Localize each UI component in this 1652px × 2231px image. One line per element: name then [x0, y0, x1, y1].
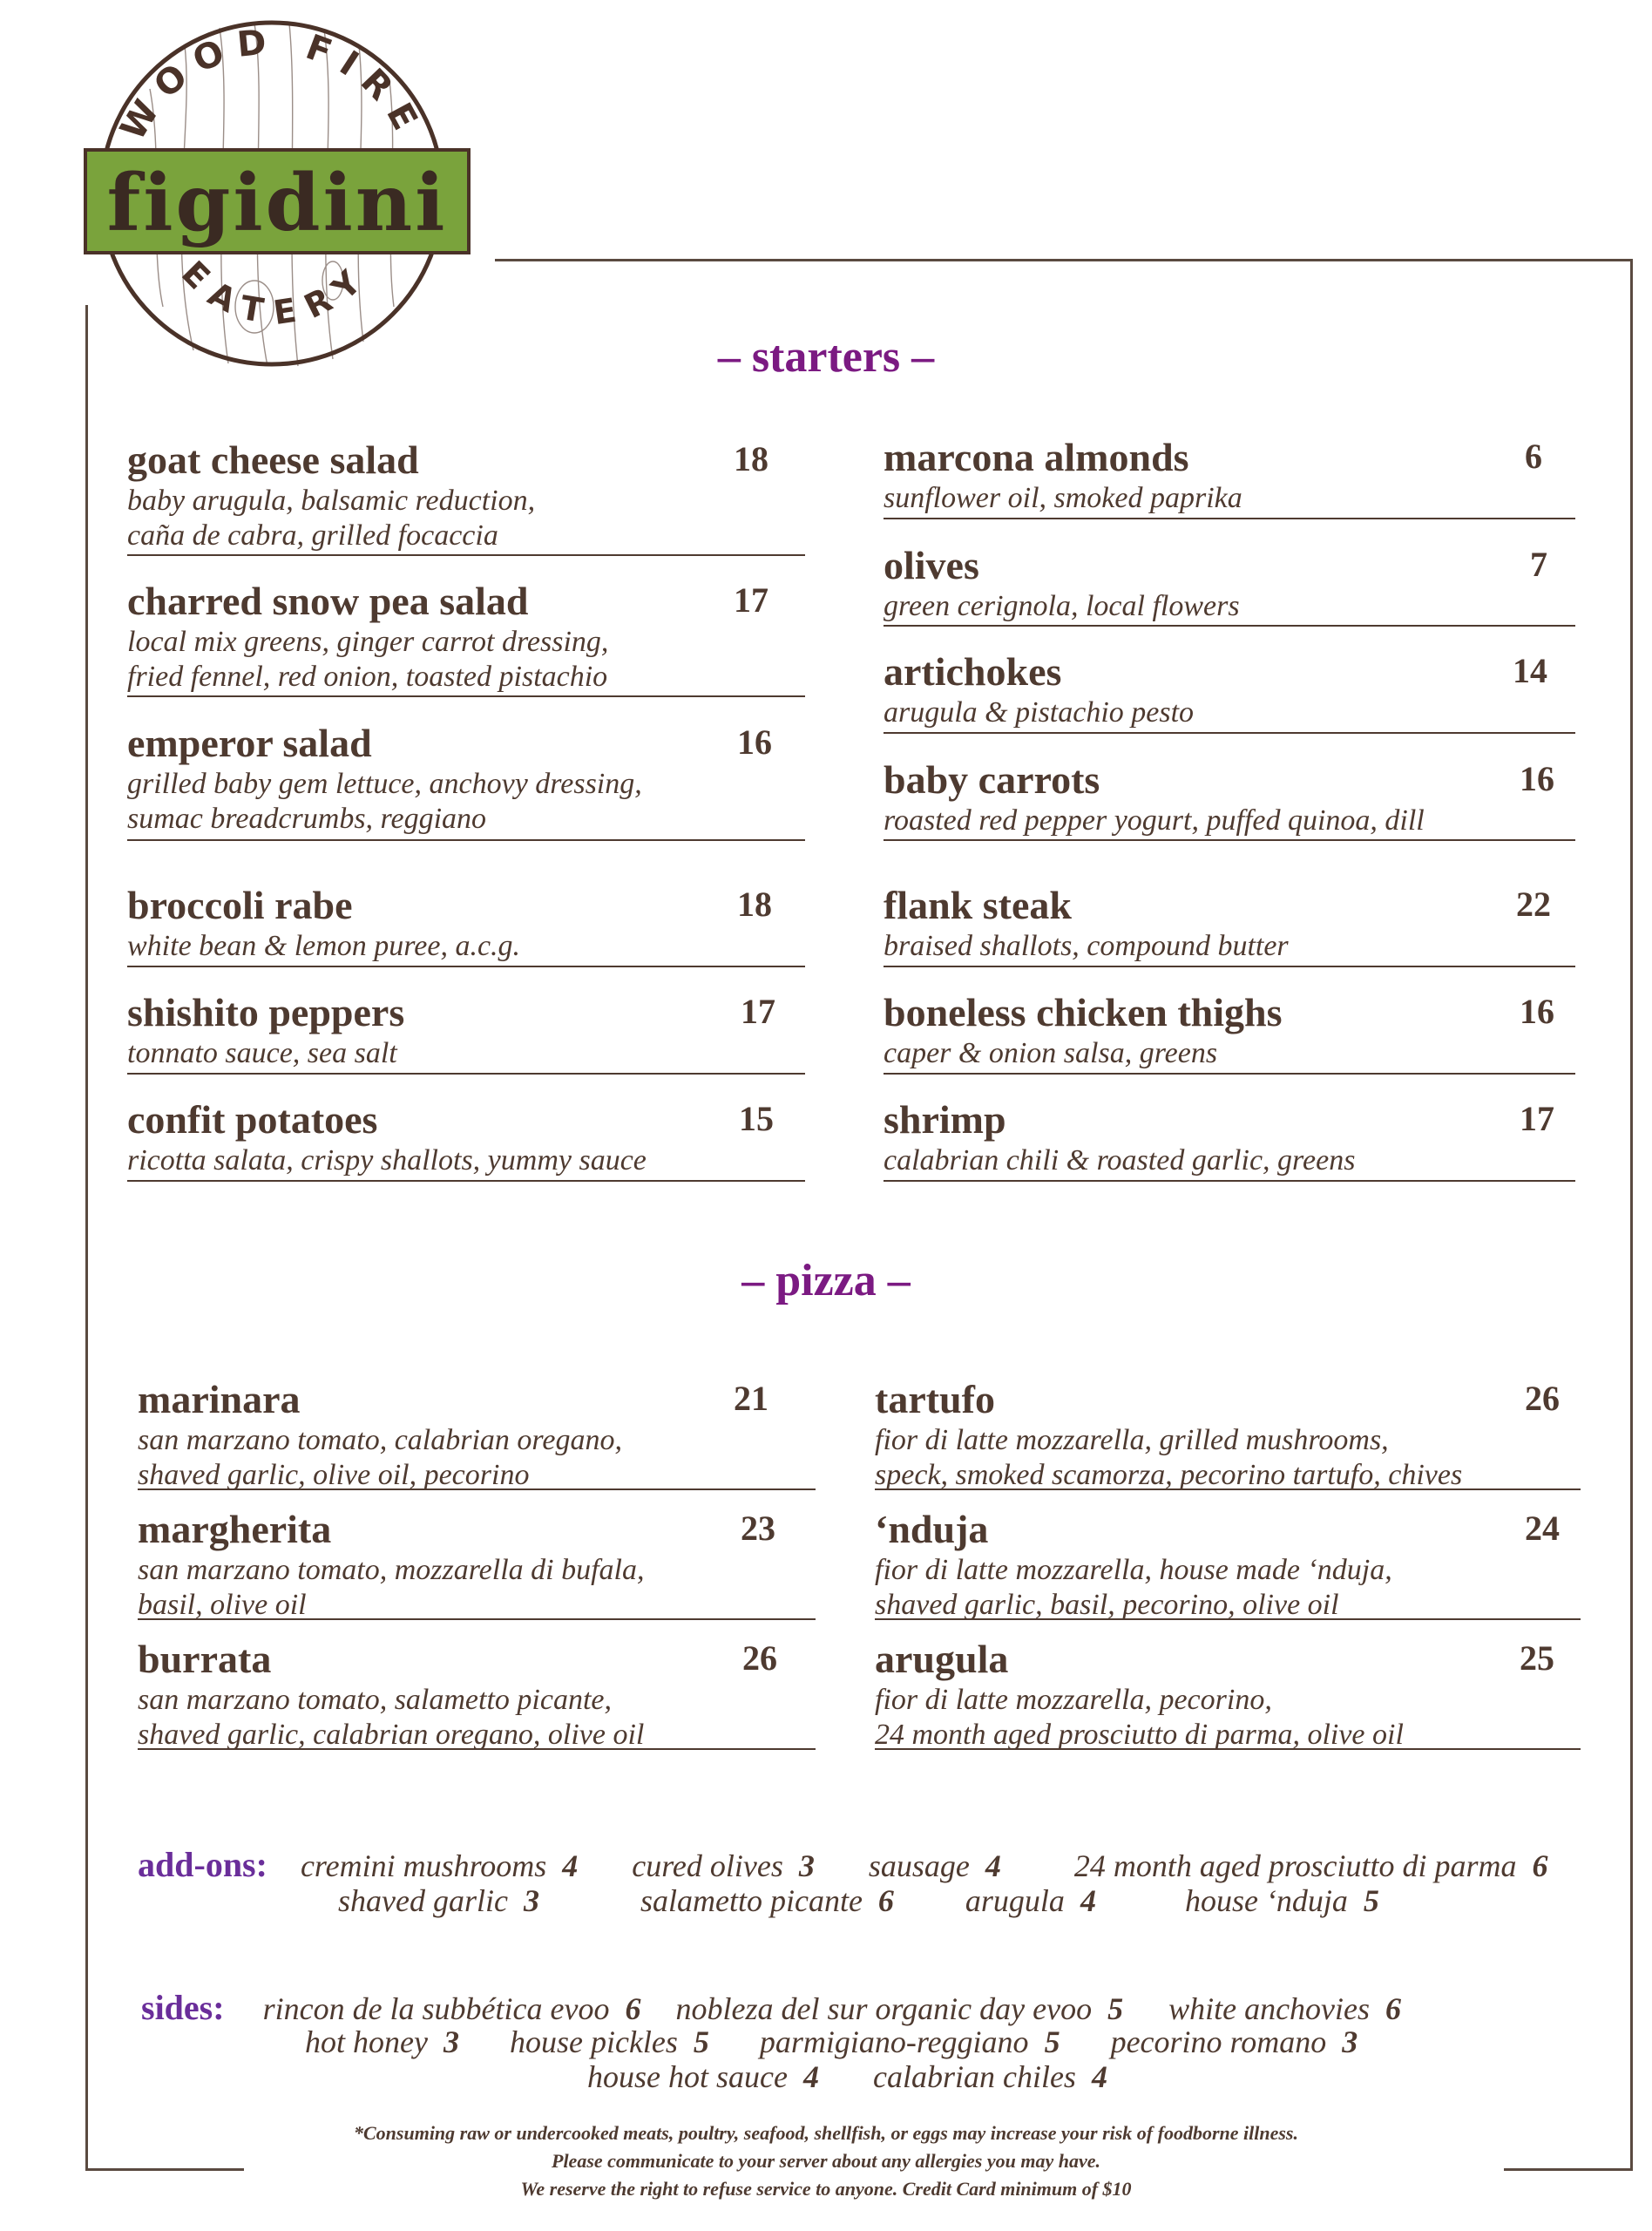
menu-item [884, 437, 1575, 549]
logo-name: figidini [106, 157, 448, 249]
side-item: pecorino romano [1110, 2024, 1327, 2059]
item-price: 24 [1525, 1509, 1560, 1548]
menu-item [875, 1639, 1581, 1751]
item-desc: calabrian chili & roasted garlic, greens [884, 1144, 1356, 1177]
item-desc: ricotta salata, crispy shallots, yummy sauce [127, 1144, 647, 1177]
item-name: broccoli rabe [127, 883, 353, 927]
item-divider [875, 1618, 1581, 1620]
item-divider [127, 966, 805, 967]
item-price: 22 [1516, 885, 1551, 924]
item-price: 25 [1520, 1638, 1554, 1678]
menu-item [127, 581, 805, 693]
item-price: 7 [1530, 545, 1547, 584]
item-desc: san marzano tomato, mozzarella di bufala, basil, olive oil [138, 1554, 645, 1621]
item-divider [884, 732, 1575, 734]
item-desc: san marzano tomato, calabrian oregano, shaved garlic, olive oil, pecorino [138, 1424, 622, 1491]
logo-top-text: WOOD FIRE [112, 21, 431, 148]
item-price: 6 [1525, 437, 1542, 476]
addon-price: 5 [1363, 1883, 1379, 1918]
menu-item [127, 885, 805, 997]
menu-item [127, 437, 805, 552]
item-divider [875, 1748, 1581, 1750]
item-name: ‘nduja [875, 1507, 989, 1551]
side-price: 4 [802, 2059, 819, 2094]
item-divider [884, 1180, 1575, 1182]
item-desc: roasted red pepper yogurt, puffed quinoa, dill [884, 804, 1425, 837]
logo-bottom-text: EATERY [173, 254, 379, 333]
side-price: 5 [1107, 1991, 1124, 2026]
item-price: 17 [741, 992, 775, 1031]
item-name: boneless chicken thighs [884, 990, 1283, 1034]
sides-row-2 [305, 2024, 1357, 2060]
item-price: 21 [734, 1379, 768, 1418]
item-price: 17 [734, 580, 768, 620]
menu-item [884, 1097, 1575, 1211]
item-name: artichokes [884, 649, 1062, 694]
frame-right-line [1630, 259, 1633, 2170]
item-name: margherita [138, 1507, 332, 1551]
item-desc: sunflower oil, smoked paprika [884, 482, 1242, 514]
addon-price: 4 [985, 1848, 1001, 1883]
side-price: 3 [1342, 2024, 1358, 2059]
side-item: parmigiano-reggiano [759, 2024, 1029, 2059]
item-divider [138, 1618, 816, 1620]
addon-item: cremini mushrooms [300, 1848, 547, 1883]
item-name: tartufo [875, 1377, 995, 1421]
addon-item: 24 month aged prosciutto di parma [1073, 1848, 1517, 1883]
item-name: shrimp [884, 1097, 1006, 1142]
item-desc: white bean & lemon puree, a.c.g. [127, 930, 521, 962]
item-desc: braised shallots, compound butter [884, 930, 1289, 962]
item-divider [127, 554, 805, 556]
side-item: hot honey [305, 2024, 428, 2059]
item-price: 14 [1513, 651, 1547, 690]
item-name: charred snow pea salad [127, 579, 529, 623]
addon-item: sausage [868, 1848, 970, 1883]
side-price: 5 [1044, 2024, 1060, 2059]
menu-item [884, 990, 1575, 1104]
addons-label: add-ons: [138, 1845, 267, 1884]
side-price: 5 [693, 2024, 709, 2059]
item-price: 16 [737, 722, 772, 762]
item-price: 16 [1520, 992, 1554, 1031]
item-price: 18 [734, 439, 768, 478]
item-divider [127, 839, 805, 841]
item-desc: green cerignola, local flowers [884, 590, 1240, 622]
side-item: calabrian chiles [872, 2059, 1076, 2094]
item-name: shishito peppers [127, 990, 405, 1034]
item-divider [875, 1488, 1581, 1490]
section-title-starters: – starters – [717, 332, 935, 382]
item-desc: fior di latte mozzarella, pecorino, 24 month aged prosciutto di parma, olive oil [875, 1684, 1404, 1751]
item-divider [138, 1488, 816, 1490]
side-item: rincon de la subbética evoo [262, 1991, 610, 2026]
item-price: 26 [742, 1638, 777, 1678]
item-name: marinara [138, 1377, 301, 1421]
menu-item [875, 1509, 1581, 1621]
item-price: 16 [1520, 759, 1554, 798]
addon-item: salametto picante [640, 1883, 863, 1918]
item-price: 18 [737, 885, 772, 924]
item-divider [884, 518, 1575, 519]
menu-item [138, 1639, 816, 1751]
item-divider [884, 839, 1575, 841]
side-item: house hot sauce [587, 2059, 788, 2094]
side-item: white anchovies [1168, 1991, 1371, 2026]
disclaimer [0, 2119, 1652, 2203]
menu-item [138, 1377, 816, 1491]
item-name: olives [884, 543, 979, 587]
item-desc: grilled baby gem lettuce, anchovy dressing, sumac breadcrumbs, reggiano [127, 768, 642, 835]
addon-item: shaved garlic [338, 1883, 508, 1918]
item-desc: arugula & pistachio pesto [884, 696, 1195, 729]
item-name: marcona almonds [884, 435, 1189, 479]
menu-item [884, 649, 1575, 763]
menu-item [884, 885, 1575, 997]
menu-item [127, 1097, 805, 1211]
menu-item [127, 723, 805, 835]
addon-price: 4 [1080, 1883, 1096, 1918]
addon-price: 3 [523, 1883, 539, 1918]
item-desc: tonnato sauce, sea salt [127, 1037, 397, 1069]
addon-price: 4 [562, 1848, 579, 1883]
side-price: 6 [625, 1991, 641, 2026]
addon-price: 6 [877, 1883, 894, 1918]
disclaimer-line: We reserve the right to refuse service to anyone. Credit Card minimum of $10 [520, 2178, 1132, 2200]
item-divider [127, 1073, 805, 1075]
addon-item: arugula [965, 1883, 1065, 1918]
menu-item [127, 990, 805, 1104]
addons-row-2 [338, 1882, 1379, 1919]
section-title-pizza: – pizza – [741, 1256, 911, 1305]
side-item: nobleza del sur organic day evoo [675, 1991, 1093, 2026]
addon-price: 3 [798, 1848, 815, 1883]
addons-row-1 [138, 1844, 1548, 1885]
item-divider [138, 1748, 816, 1750]
item-name: emperor salad [127, 721, 372, 765]
item-desc: fior di latte mozzarella, house made ‘nduja, shaved garlic, basil, pecorino, olive oil [875, 1554, 1392, 1621]
sides-label: sides: [141, 1988, 225, 2027]
disclaimer-line: Please communicate to your server about any allergies you may have. [552, 2150, 1100, 2172]
item-desc: san marzano tomato, salametto picante, shaved garlic, calabrian oregano, olive oil [138, 1684, 645, 1751]
menu-item [884, 543, 1575, 657]
disclaimer-line: *Consuming raw or undercooked meats, poultry, seafood, shellfish, or eggs may increase your risk of foodborne illness. [354, 2122, 1298, 2144]
item-desc: fior di latte mozzarella, grilled mushrooms, speck, smoked scamorza, pecorino tartufo, chives [875, 1424, 1463, 1491]
item-divider [884, 625, 1575, 627]
sides-row-3 [587, 2058, 1107, 2095]
item-desc: baby arugula, balsamic reduction, caña de cabra, grilled focaccia [127, 485, 536, 552]
side-price: 6 [1385, 1991, 1402, 2026]
item-divider [127, 1180, 805, 1182]
menu-item [884, 757, 1575, 871]
menu-item [138, 1509, 816, 1621]
item-price: 15 [739, 1099, 774, 1138]
item-price: 17 [1520, 1099, 1554, 1138]
frame-left-line [85, 305, 88, 2170]
addon-item: cured olives [632, 1848, 783, 1883]
item-desc: local mix greens, ginger carrot dressing, fried fennel, red onion, toasted pistachio [127, 626, 609, 693]
addon-price: 6 [1532, 1848, 1548, 1883]
item-desc: caper & onion salsa, greens [884, 1037, 1218, 1069]
side-price: 4 [1091, 2059, 1107, 2094]
item-name: confit potatoes [127, 1097, 378, 1142]
side-item: house pickles [509, 2024, 678, 2059]
frame-top-line [495, 259, 1633, 261]
item-name: flank steak [884, 883, 1072, 927]
item-name: baby carrots [884, 757, 1100, 802]
side-price: 3 [443, 2024, 459, 2059]
item-name: burrata [138, 1637, 272, 1681]
item-divider [127, 695, 805, 697]
item-name: arugula [875, 1637, 1009, 1681]
addon-item: house ‘nduja [1184, 1883, 1348, 1918]
menu-item [875, 1377, 1581, 1491]
item-price: 26 [1525, 1379, 1560, 1418]
item-divider [884, 966, 1575, 967]
item-divider [884, 1073, 1575, 1075]
item-price: 23 [741, 1509, 775, 1548]
item-name: goat cheese salad [127, 437, 419, 482]
sides-row-1 [141, 1987, 1401, 2028]
